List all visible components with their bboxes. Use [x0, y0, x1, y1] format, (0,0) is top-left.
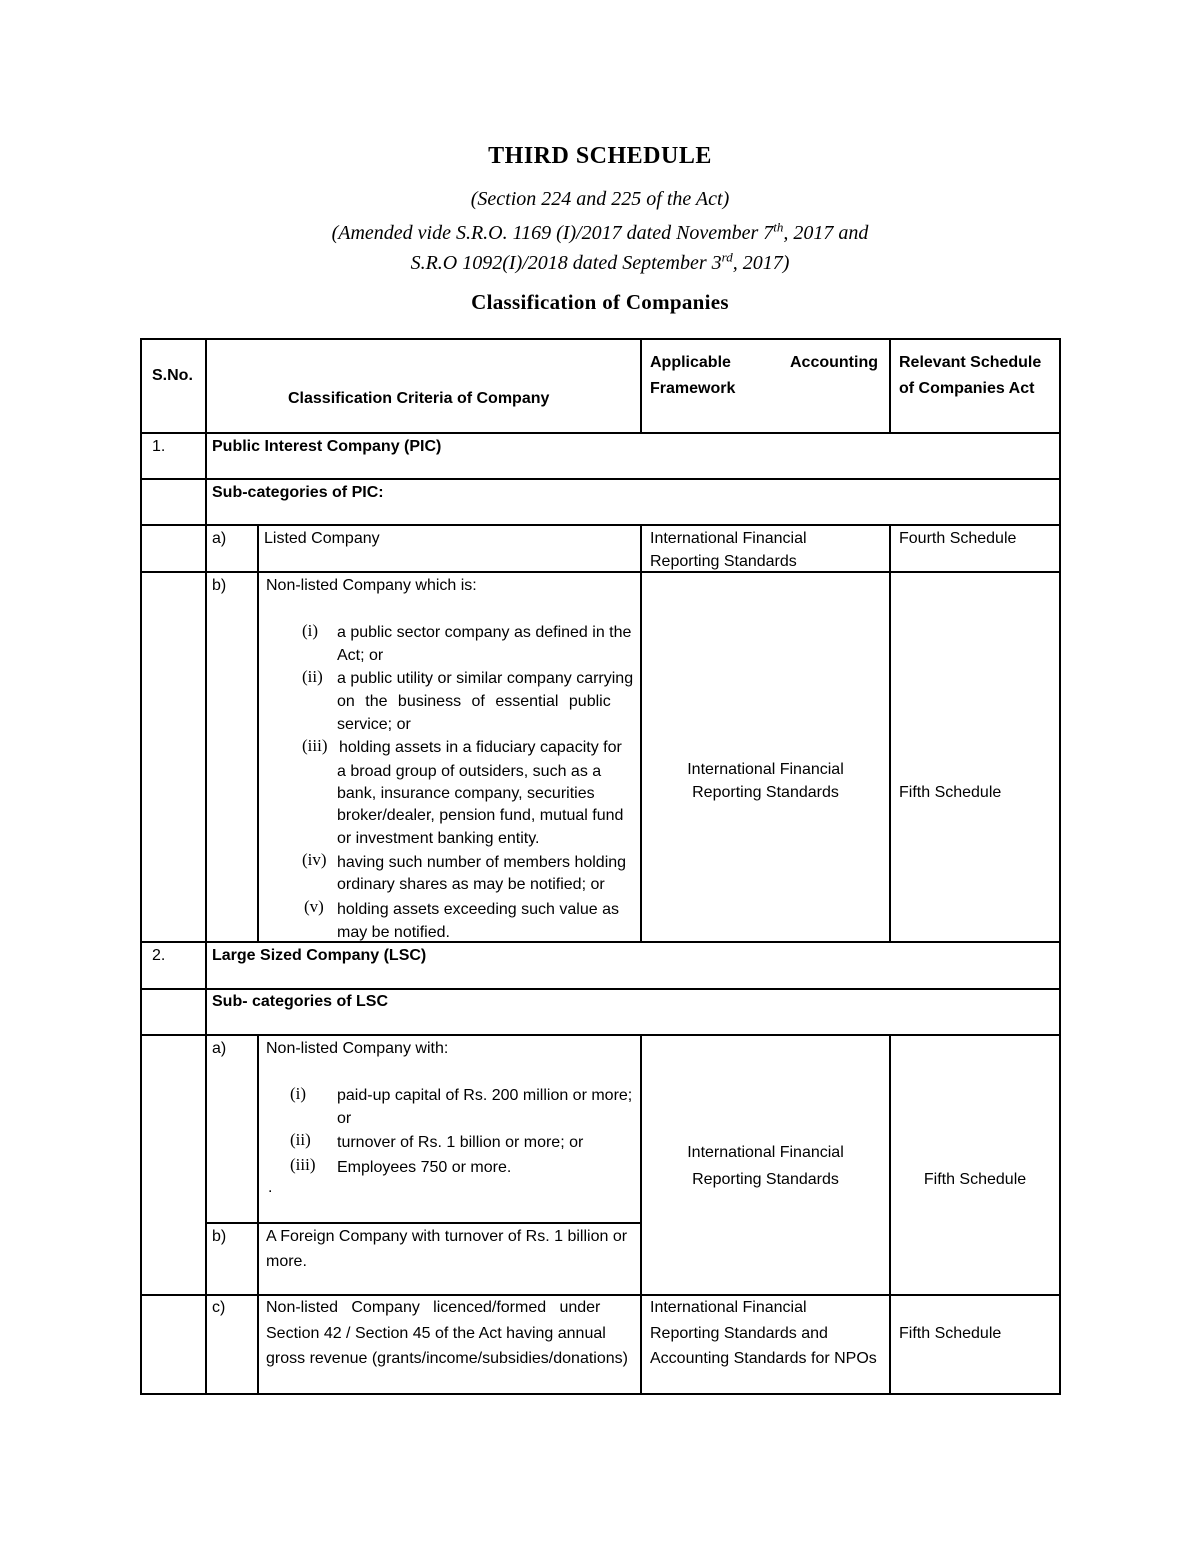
classification-table — [140, 338, 1061, 1396]
lsc-c-line-2: Section 42 / Section 45 of the Act having annual — [266, 1325, 606, 1342]
lsc-ab-schedule: Fifth Schedule — [923, 1171, 1027, 1188]
pic-b-schedule: Fifth Schedule — [899, 784, 1002, 801]
lsc-a-item-line: Employees 750 or more. — [337, 1159, 512, 1176]
pic-b-item-line: a broad group of outsiders, such as a — [337, 763, 602, 780]
lsc-a-item-line: turnover of Rs. 1 billion or more; or — [337, 1134, 584, 1151]
pic-b-item-line: broker/dealer, pension fund, mutual fund — [337, 807, 624, 824]
table-rule — [889, 338, 891, 434]
lsc-a-label: a) — [212, 1040, 227, 1057]
table-rule — [140, 571, 1061, 573]
section-reference: (Section 224 and 225 of the Act) — [470, 188, 730, 210]
document-title: THIRD SCHEDULE — [488, 143, 712, 169]
amendment-line-2-sup: rd — [721, 249, 733, 265]
amendment-line-1 — [0, 219, 1200, 245]
table-rule — [140, 338, 142, 1395]
pic-a-schedule: Fourth Schedule — [899, 530, 1017, 547]
lsc-c-label: c) — [212, 1299, 226, 1316]
classification-heading: Classification of Companies — [471, 290, 729, 314]
lsc-a-item-number: (i) — [290, 1084, 307, 1103]
pic-b-item-line: a public utility or similar company carrying — [337, 670, 634, 687]
lsc-title: Large Sized Company (LSC) — [212, 947, 427, 964]
lsc-sno: 2. — [152, 947, 166, 964]
pic-b-item-line: on the business of essential public — [337, 693, 611, 710]
lsc-a-item-line: paid-up capital of Rs. 200 million or more; — [337, 1087, 633, 1104]
lsc-c-framework-line-2: Reporting Standards and — [650, 1325, 828, 1342]
lsc-c-framework-line-1: International Financial — [650, 1299, 807, 1316]
table-rule — [140, 524, 1061, 526]
table-rule — [140, 1393, 1061, 1395]
amendment-line-1-text: (Amended vide S.R.O. 1169 (I)/2017 dated November 7 — [331, 222, 774, 244]
pic-b-item-line: Act; or — [337, 647, 384, 664]
amendment-line-1-tail: , 2017 and — [783, 222, 869, 244]
table-rule — [640, 524, 642, 943]
pic-b-framework-line-1: International Financial — [687, 761, 844, 778]
lsc-b-label: b) — [212, 1228, 227, 1245]
lsc-c-line-1: Non-listed Company licenced/formed under — [266, 1299, 601, 1316]
pic-b-item-line: having such number of members holding — [337, 854, 627, 871]
lsc-b-line-1: A Foreign Company with turnover of Rs. 1 billion or — [266, 1228, 628, 1245]
pic-b-intro: Non-listed Company which is: — [266, 577, 477, 594]
header-framework-word-1: Applicable — [650, 354, 731, 371]
lsc-a-intro: Non-listed Company with: — [266, 1040, 449, 1057]
header-framework-word-3: Framework — [650, 380, 736, 397]
pic-a-text: Listed Company — [264, 530, 380, 547]
pic-b-item-number: (v) — [304, 897, 324, 916]
lsc-a-trailing-dot: . — [268, 1179, 273, 1196]
header-framework-word-2: Accounting — [790, 354, 878, 371]
pic-b-item-line: may be notified. — [337, 924, 450, 941]
pic-b-item-number: (i) — [302, 621, 319, 640]
lsc-c-schedule: Fifth Schedule — [899, 1325, 1002, 1342]
lsc-b-line-2: more. — [266, 1253, 307, 1270]
lsc-c-framework-line-3: Accounting Standards for NPOs — [650, 1350, 877, 1367]
pic-b-framework-line-2: Reporting Standards — [692, 784, 839, 801]
amendment-line-2 — [0, 249, 1200, 275]
table-rule — [205, 1222, 642, 1224]
pic-b-item-line: holding assets in a fiduciary capacity for — [339, 739, 622, 756]
table-rule — [205, 338, 207, 1395]
header-criteria: Classification Criteria of Company — [288, 390, 550, 407]
table-rule — [140, 338, 1061, 340]
table-rule — [1059, 338, 1061, 1395]
pic-b-item-line: or investment banking entity. — [337, 830, 540, 847]
table-rule — [140, 941, 1061, 943]
pic-a-framework-line-2: Reporting Standards — [650, 553, 797, 570]
lsc-subcategories-label: Sub- categories of LSC — [212, 993, 389, 1010]
table-rule — [257, 1034, 259, 1395]
lsc-ab-framework-line-2: Reporting Standards — [692, 1171, 839, 1188]
pic-a-label: a) — [212, 530, 227, 547]
lsc-a-item-number: (iii) — [290, 1155, 316, 1174]
table-rule — [640, 338, 642, 434]
pic-b-item-line: a public sector company as defined in the — [337, 624, 632, 641]
pic-b-item-line: ordinary shares as may be notified; or — [337, 876, 605, 893]
header-sno: S.No. — [152, 367, 193, 384]
header-schedule-line-2: of Companies Act — [899, 380, 1035, 397]
lsc-a-item-number: (ii) — [290, 1130, 311, 1149]
amendment-line-1-sup: th — [773, 219, 784, 235]
pic-b-item-line: bank, insurance company, securities — [337, 785, 595, 802]
pic-b-item-line: service; or — [337, 716, 411, 733]
table-rule — [889, 1034, 891, 1395]
pic-title: Public Interest Company (PIC) — [212, 438, 442, 455]
pic-sno: 1. — [152, 438, 166, 455]
pic-b-item-number: (iv) — [302, 850, 327, 869]
table-rule — [140, 1034, 1061, 1036]
lsc-a-item-line: or — [337, 1110, 352, 1127]
table-rule — [257, 524, 259, 943]
table-rule — [140, 432, 1061, 434]
pic-b-item-number: (ii) — [302, 667, 323, 686]
pic-subcategories-label: Sub-categories of PIC: — [212, 484, 384, 501]
amendment-line-2-text: S.R.O 1092(I)/2018 dated September 3 — [410, 252, 722, 274]
lsc-c-line-3: gross revenue (grants/income/subsidies/donations) — [266, 1350, 628, 1367]
header-schedule-line-1: Relevant Schedule — [899, 354, 1042, 371]
pic-a-framework-line-1: International Financial — [650, 530, 807, 547]
pic-b-item-number: (iii) — [302, 736, 328, 755]
pic-b-label: b) — [212, 577, 227, 594]
table-rule — [140, 478, 1061, 480]
table-rule — [640, 1034, 642, 1395]
pic-b-item-line: holding assets exceeding such value as — [337, 901, 619, 918]
amendment-line-2-tail: , 2017) — [732, 252, 790, 274]
table-rule — [889, 524, 891, 943]
lsc-ab-framework-line-1: International Financial — [687, 1144, 844, 1161]
